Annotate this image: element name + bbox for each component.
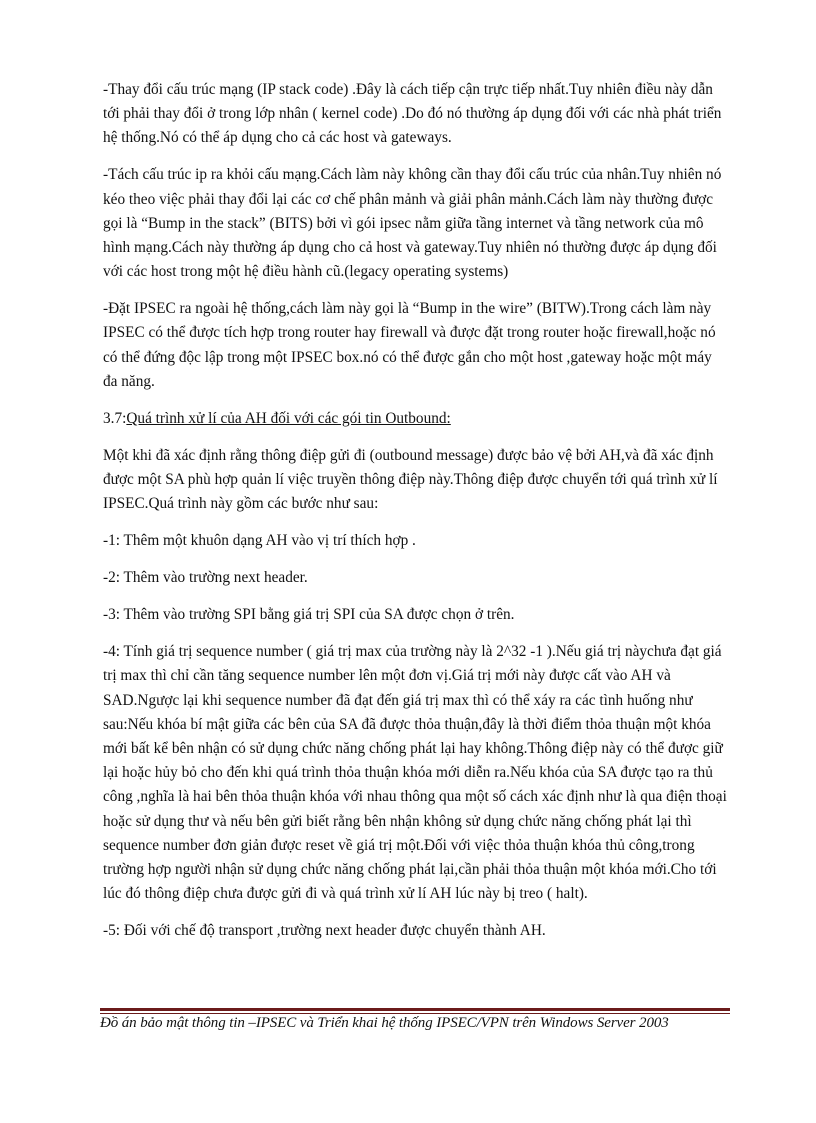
step-4: -4: Tính giá trị sequence number ( giá trị max của trường này là 2^32 -1 ).Nếu giá trị nàychưa đạt giá trị max thì chỉ cần tăng sequence number lên một đơn vị.Giá trị mới này được cất vào AH và SAD.Ngược lại khi sequence number đã đạt đến giá trị max thì có thể xáy ra các tình huống như sau:Nếu khóa bí mật giữa các bên của SA đã được thỏa thuận,đây là thời điểm thỏa thuận một khóa mới bất kể bên nhận có sử dụng chức năng chống phát lại hay không.Thông điệp này có thể được giữ lại hoặc hủy bỏ cho đến khi quá trình thỏa thuận khóa mới diễn ra.Nếu khóa của SA được tạo ra thủ công ,nghĩa là hai bên thỏa thuận khóa với nhau thông qua một số cách xác định như là qua điện thoại hoặc sử dụng thư và nếu bên gửi biết rằng bên nhận không sử dụng chức năng chống phát lại thì sequence number đơn giản được reset về giá trị một.Đối với việc thỏa thuận khóa thủ công,trong trường hợp người nhận sử dụng chức năng chống phát lại,cần phải thỏa thuận một khóa mới.Cho tới lúc đó thông điệp chưa được gửi đi và quá trình xử lí AH lúc này bị treo ( halt). [103, 643, 727, 903]
paragraph-bump-in-the-stack: -Tách cấu trúc ip ra khỏi cấu mạng.Cách làm này không cần thay đổi cấu trúc của nhân.Tuy nhiên nó kéo theo việc phải thay đổi lại các cơ chế phân mảnh và giải phân mảnh.Cách làm này thường được gọi là “Bump in the stack” (BITS) bởi vì gói ipsec nằm giữa tầng internet và tầng network của mô hình mạng.Cách này thường áp dụng cho cả host và gateway.Tuy nhiên nó thường được áp dụng đối với các host trong một hệ điều hành cũ.(legacy operating systems) [103, 166, 722, 281]
section-title: Quá trình xử lí của AH đối với các gói tin Outbound: [126, 409, 451, 427]
page-body [103, 78, 729, 956]
footer-text: Đồ án bảo mật thông tin –IPSEC và Triển khai hệ thống IPSEC/VPN trên Windows Server 2003 [100, 1015, 669, 1031]
step-2: -2: Thêm vào trường next header. [103, 569, 308, 587]
step-5: -5: Đối với chế độ transport ,trường next header được chuyển thành AH. [103, 922, 546, 940]
step-1: -1: Thêm một khuôn dạng AH vào vị trí thích hợp . [103, 532, 416, 550]
paragraph-bump-in-the-wire: -Đặt IPSEC ra ngoài hệ thống,cách làm này gọi là “Bump in the wire” (BITW).Trong cách làm này IPSEC có thể được tích hợp trong router hay firewall và được đặt trong router hoặc firewall,hoặc nó có thể đứng độc lập trong một IPSEC box.nó có thể được gắn cho một host ,gateway hoặc một máy đa năng. [103, 300, 716, 390]
footer-rule [100, 1008, 730, 1011]
paragraph-outbound-intro: Một khi đã xác định rằng thông điệp gửi đi (outbound message) được bảo vệ bởi AH,và đã xác định được một SA phù hợp quản lí việc truyền thông điệp này.Thông điệp được chuyển tới quá trình xử lí IPSEC.Quá trình này gồm các bước như sau: [103, 446, 718, 513]
section-number: 3.7: [103, 409, 127, 427]
step-3: -3: Thêm vào trường SPI bằng giá trị SPI của SA được chọn ở trên. [103, 606, 515, 624]
section-heading [103, 407, 729, 431]
paragraph-ip-stack-change: -Thay đổi cấu trúc mạng (IP stack code) .Đây là cách tiếp cận trực tiếp nhất.Tuy nhiên điều này dẫn tới phải thay đổi ở trong lớp nhân ( kernel code) .Do đó nó thường áp dụng đối với các nhà phát triển hệ thống.Nó có thể áp dụng cho cả các host và gateways. [103, 81, 722, 147]
